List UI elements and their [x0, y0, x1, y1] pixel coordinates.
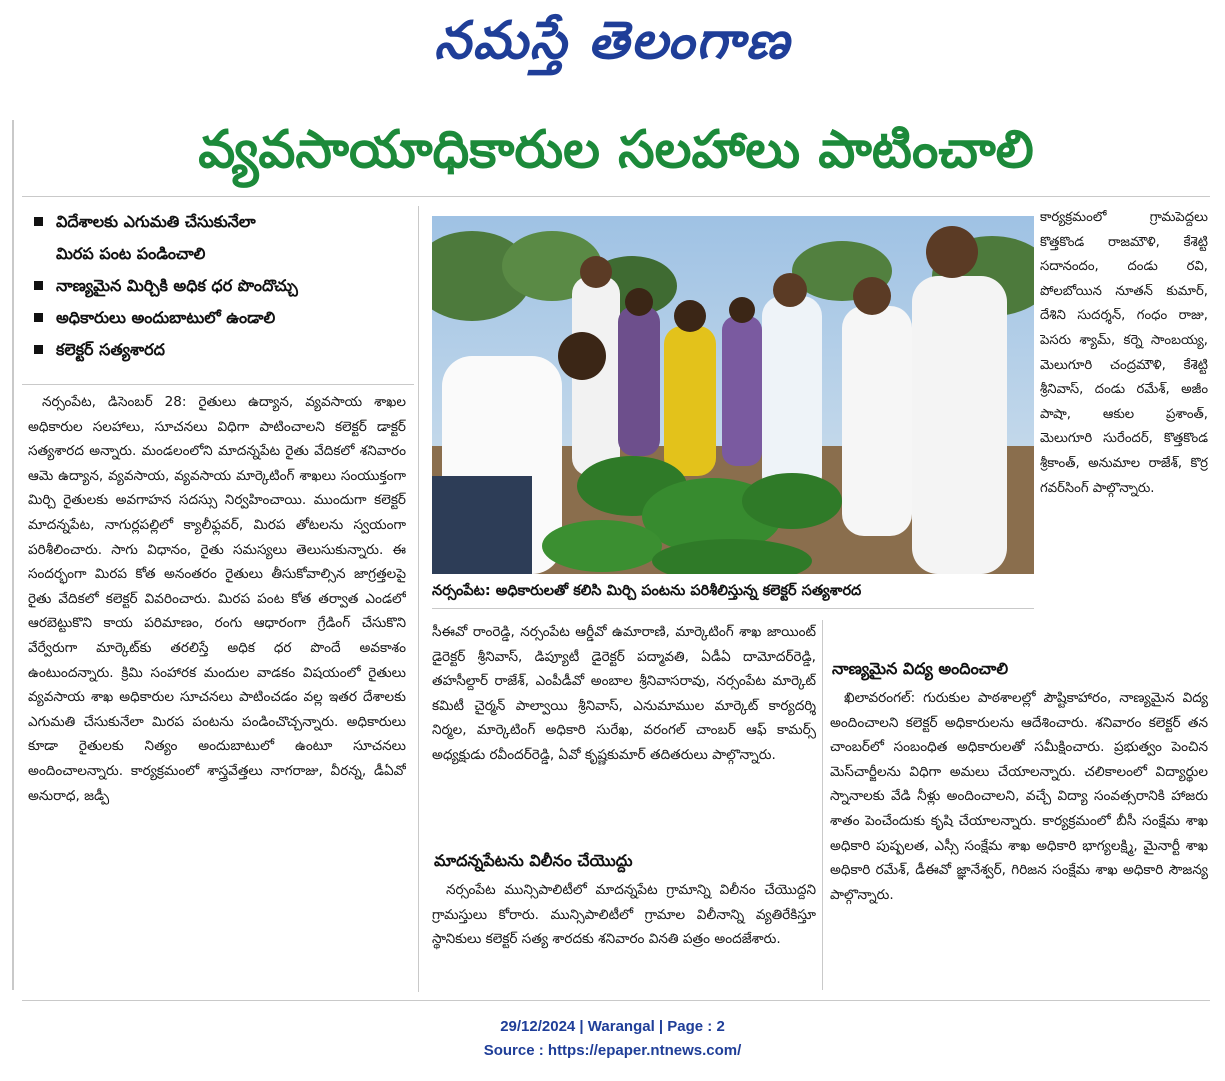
bullet-square-icon — [34, 345, 43, 354]
article-column-1 — [28, 390, 406, 990]
bullet-text: కలెక్టర్ సత్యశారద — [56, 340, 165, 359]
newspaper-masthead: నమస్తే తెలంగాణ — [434, 11, 791, 71]
column-divider-2 — [822, 620, 823, 990]
article-headline: వ్యవసాయాధికారుల సలహాలు పాటించాలి — [198, 120, 1034, 180]
bullets-bottom-rule — [22, 384, 414, 385]
bullet-item-continuation — [32, 238, 412, 270]
footer-source: Source : https://epaper.ntnews.com/ — [483, 1042, 742, 1059]
article-column-2 — [432, 620, 816, 838]
article-paragraph: ఖిలావరంగల్: గురుకుల పాఠశాలల్లో పౌష్టికాహారం, నాణ్యమైన విద్య అందించాలని కలెక్టర్ అధికారులను ఆదేశించారు. శనివారం కలెక్టర్ తన చాంబర్‌లో సంబంధిత అధికారులతో సమీక్షించారు. ప్రభుత్వం పెంచిన మెస్‌చార్జీలను విధిగా అమలు చేయాలన్నారు. చలికాలంలో విద్యార్థుల స్నానాలకు వేడి నీళ్లు అందించాలని, వచ్చే విద్యా సంవత్సరానికి హాజరు శాతం పెంచేందుకు కృషి చేయాలన్నారు. కార్యక్రమంలో బీసీ సంక్షేమ శాఖ అధికారి పుష్పలత, ఎస్సీ సంక్షేమ శాఖ అధికారి భాగ్యలక్ష్మి, మైనార్టీ శాఖ అధికారి రమేశ్, డీఈవో జ్ఞానేశ్వర్, గిరిజన సంక్షేమ శాఖ అధికారి సౌజన్య పాల్గొన్నారు. — [830, 690, 1208, 903]
column-divider-1 — [418, 206, 419, 992]
education-body — [830, 686, 1208, 986]
bullet-text: నాణ్యమైన మిర్చికి అధిక ధర పొందొచ్చు — [56, 276, 298, 295]
bullet-item — [32, 334, 412, 366]
article-column-3 — [1040, 206, 1208, 646]
bullet-text: మిరప పంట పండించాలి — [56, 244, 206, 263]
bullet-square-icon — [34, 281, 43, 290]
article-paragraph: నర్సంపేట మున్సిపాలిటీలో మాదన్నపేట గ్రామాన్ని విలీనం చేయొద్దని గ్రామస్తులు కోరారు. మున్సిపాలిటీలో గ్రామాల విలీనాన్ని వ్యతిరేకిస్తూ స్థానికులు కలెక్టర్ సత్య శారదకు శనివారం వినతి పత్రం అందజేశారు. — [432, 882, 816, 948]
madannapeta-body — [432, 878, 816, 986]
section-heading-education: నాణ్యమైన విద్య అందించాలి — [832, 659, 1009, 678]
article-paragraph: నర్సంపేట, డిసెంబర్ 28: రైతులు ఉద్యాన, వ్యవసాయ శాఖల అధికారుల సలహాలు, సూచనలు విధిగా పాటించాలని కలెక్టర్ డాక్టర్ సత్యశారద అన్నారు. మండలంలోని మాదన్నపేట రైతు వేదికలో శనివారం ఆమె ఉద్యాన, వ్యవసాయ, వ్యవసాయ మార్కెటింగ్ శాఖలు సంయుక్తంగా మిర్చి రైతులకు అవగాహన సదస్సు నిర్వహించాయి. ముందుగా కలెక్టర్ మాదన్నపేట, నాగుర్లపల్లిలో క్యాలీఫ్లవర్, మిరప తోటలను స్వయంగా పరిశీలించారు. సాగు విధానం, రైతు సమస్యలు తెలుసుకున్నారు. ఈ సందర్భంగా మిరప కోత అనంతరం రైతులు తీసుకోవాల్సిన జాగ్రత్తలపై రైతు వేదికలో కలెక్టర్ వివరించారు. మిరప పంట కోత తర్వాత ఎండలో ఆరబెట్టుకొని కాయ పరిమాణం, రంగు ఆధారంగా గ్రేడింగ్ చేసుకొని వేర్వేరుగా మార్కెట్‌కు తరలిస్తే అధిక ధర పొందే అవకాశం ఉంటుందన్నారు. క్రిమి సంహారక మందుల వాడకం విషయంలో రైతులు వ్యవసాయ శాఖ అధికారుల సూచనలు పాటించడం వల్ల ఇతర దేశాలకు ఎగుమతి చేసుకునేలా మిరప పంటను పండించొచ్చన్నారు. అధికారులు కూడా రైతులకు నిత్యం అందుబాటులో ఉంటూ సూచనలు అందించాలన్నారు. కార్యక్రమంలో శాస్త్రవేత్తలు నాగరాజు, వీరన్న, డీఏవో అనురాధ, జడ్పీ — [28, 394, 406, 804]
bullet-item — [32, 302, 412, 334]
left-column-rule — [12, 120, 14, 990]
headline-bottom-rule — [22, 196, 1210, 197]
highlight-bullets — [32, 206, 412, 366]
article-paragraph: సీఈవో రాంరెడ్డి, నర్సంపేట ఆర్డీవో ఉమారాణి, మార్కెటింగ్ శాఖ జాయింట్ డైరెక్టర్ శ్రీనివాస్, డిప్యూటీ డైరెక్టర్ పద్మావతి, ఏడీఏ దామోదర్‌రెడ్డి, తహసీల్దార్ రాజేశ్, ఎంపీడీవో అంబాల శ్రీనివాసరావు, నర్సంపేట మార్కెట్ కమిటీ చైర్మన్ పాల్వాయి శ్రీనివాస్, ఎనుమాముల మార్కెట్ కార్యదర్శి నిర్మల, మార్కెటింగ్ అధికారి సురేఖ, వరంగల్ చాంబర్ ఆఫ్ కామర్స్ అధ్యక్షుడు రవీందర్‌రెడ్డి, ఏవో కృష్ణకుమార్ తదితరులు పాల్గొన్నారు. — [432, 624, 816, 763]
photo-caption-rule — [432, 608, 1034, 609]
bullet-square-icon — [34, 313, 43, 322]
bullet-square-icon — [34, 217, 43, 226]
footer-dateline: 29/12/2024 | Warangal | Page : 2 — [500, 1018, 725, 1035]
section-heading-madannapeta: మాదన్నపేటను విలీనం చేయొద్దు — [434, 851, 633, 870]
bullet-text: అధికారులు అందుబాటులో ఉండాలి — [56, 308, 276, 327]
news-photo-illustration — [432, 216, 1034, 574]
photo-caption: నర్సంపేట: అధికారులతో కలిసి మిర్చి పంటను పరిశీలిస్తున్న కలెక్టర్ సత్యశారద — [432, 583, 862, 599]
news-photo — [432, 216, 1034, 574]
bullet-text: విదేశాలకు ఎగుమతి చేసుకునేలా — [56, 212, 256, 231]
page-bottom-rule — [22, 1000, 1210, 1001]
article-paragraph: కార్యక్రమంలో గ్రామపెద్దలు కొత్తకొండ రాజమౌళి, కేశెట్టి సదానందం, దండు రవి, పోలబోయిన నూతన్ కుమార్, దేశిని సుదర్శన్, గంధం రాజు, పెసరు శ్యామ్, కర్నె సాంబయ్య, మెలుగూరి చంద్రమౌళి, కేశెట్టి శ్రీనివాస్, దండు రమేశ్, అజీం పాషా, ఆకుల ప్రశాంత్, మెలుగూరి సురేందర్, కొత్తకొండ శ్రీకాంత్, అనుమాల రాజేశ్, కొర్ర గవర్‌సింగ్ పాల్గొన్నారు. — [1040, 210, 1208, 496]
bullet-item — [32, 270, 412, 302]
bullet-item — [32, 206, 412, 238]
